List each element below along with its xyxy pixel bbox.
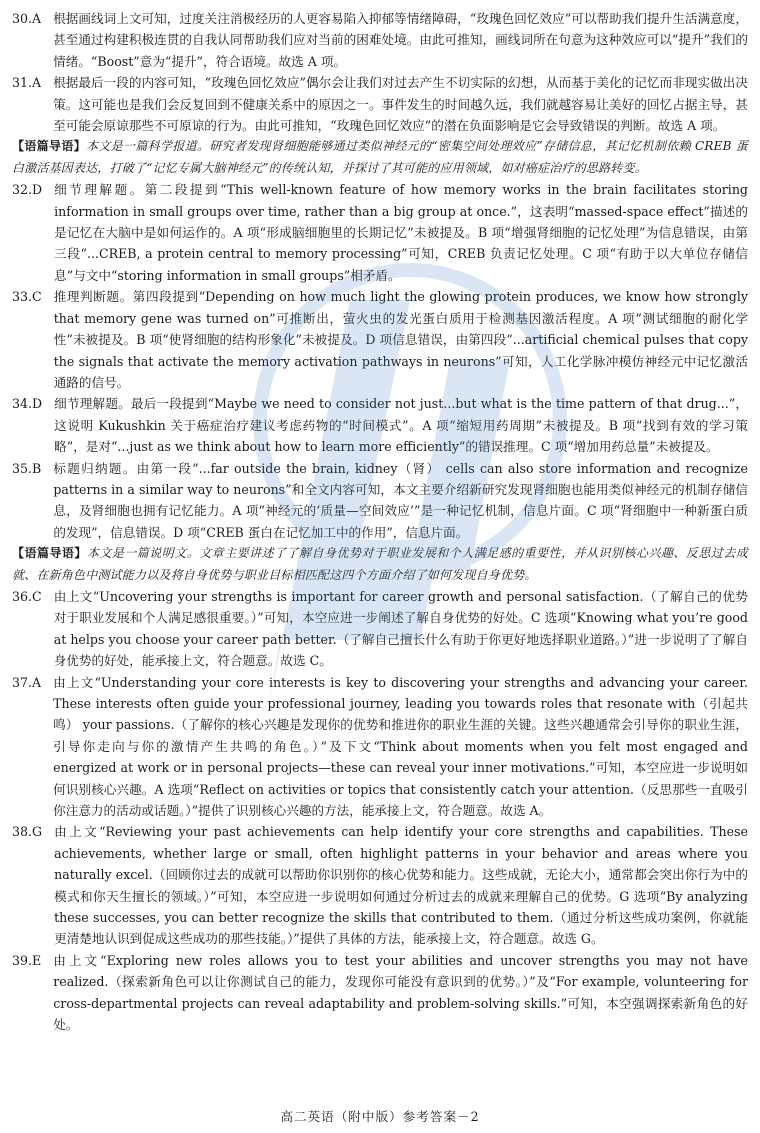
answer-explanation: 由上文“Reviewing your past achievements can help identify your core strengths and capabilities. These achievements, whether large or small, often highlight patterns in your behavior and areas where you naturally excel.（回顾你过去的成就可以帮助你识别你的核心优势和能力。这些成就，无论大小，通常都会突出你行为中的模式和你天生擅长的领域。）”可知，本空应进一步说明如何通过分析过去的成就来理解自己的优势。G 选项“By analyzing these successes, you can better recognize the skills that contributed to them.（通过分析这些成功案例，你就能更清楚地认识到促成这些成功的那些技能。）”提供了具体的方法，能承接上文，符合题意。故选 G。 [54, 824, 748, 947]
answer-item [12, 8, 748, 72]
answer-number: 36.C [12, 588, 42, 604]
answer-item [12, 950, 748, 1036]
answer-explanation: 根据画线词上文可知，过度关注消极经历的人更容易陷入抑郁等情绪障碍，“玫瑰色回忆效应”可以帮助我们提升生活满意度，甚至通过构建积极连贯的自我认同帮助我们应对当前的困难处境。由此可推知，画线词所在句意为这种效应可以“提升”我们的情绪。“Boost”意为“提升”，符合语境。故选 A 项。 [53, 11, 748, 69]
passage-guide-text: 本文是一篇说明文。文章主要讲述了了解自身优势对于职业发展和个人满足感的重要性，并从识别核心兴趣、反思过去成就、在新角色中测试能力以及将自身优势与职业目标相匹配这四个方面介绍了如何发现自身优势。 [12, 546, 749, 582]
answer-explanation: 由上文“Understanding your core interests is key to discovering your strengths and advancing your career. These interests often guide your professional journey, leading you towards roles that resonate with（引起共鸣） your passions.（了解你的核心兴趣是发现你的优势和推进你的职业生涯的关键。这些兴趣通常会引导你的职业生涯，引导你走向与你的激情产生共鸣的角色。）”及下文“Think about moments when you felt most engaged and energized at work or in personal projects—these can reveal your inner motivations.”可知，本空应进一步说明如何识别核心兴趣。A 选项“Reflect on activities or topics that consistently catch your attention.（反思那些一直吸引你注意力的活动或话题。）”提供了识别核心兴趣的方法，能承接上文，符合题意。故选 A。 [53, 674, 748, 819]
answer-item [12, 393, 748, 457]
answer-number: 33.C [12, 289, 42, 305]
answer-item [12, 179, 748, 286]
passage-guide-tag: 【语篇导语】 [12, 139, 86, 154]
answer-explanation: 推理判断题。第四段提到“Depending on how much light the glowing protein produces, we know how strongly that memory gene was turned on”可推断出，萤火虫的发光蛋白质用于检测基因激活程度。A 项“测试细胞的耐化学性”未被提及。B 项“使肾细胞的结构形象化”未被提及。D 项信息错误，由第四段“...artificial chemical pulses that copy the signals that activate the memory activation pathways in neurons”可知，人工化学脉冲模仿神经元中记忆激活通路的信号。 [53, 289, 748, 390]
passage-guide [12, 136, 748, 179]
answer-item [12, 286, 748, 393]
answer-explanation: 由上文“Uncovering your strengths is important for career growth and personal satisfaction.（了解自己的优势对于职业发展和个人满足感很重要。）”可知，本空应进一步阐述了解自身优势的好处。C 选项“Knowing what you’re good at helps you choose your career path better.（了解自己擅长什么有助于你更好地选择职业道路。）”进一步说明了了解自身优势的好处，能承接上文，符合题意。故选 C。 [53, 588, 748, 669]
answer-number: 39.E [12, 952, 42, 968]
answer-number: 37.A [12, 674, 42, 690]
answer-number: 32.D [12, 182, 43, 198]
answer-number: 35.B [12, 460, 42, 476]
passage-guide-tag: 【语篇导语】 [12, 546, 87, 561]
answer-number: 31.A [12, 75, 42, 91]
answer-number: 30.A [12, 11, 42, 26]
answer-explanation: 细节理解题。最后一段提到“Maybe we need to consider not just...but what is the time pattern of that drug...”，这说明 Kukushkin 关于癌症治疗建议考虑药物的“时间模式”。A 项“缩短用药周期”未被提及。B 项“找到有效的学习策略”，是对“...just as we think about how to learn more efficiently”的错误推理。C 项“增加用药总量”未被提及。 [54, 396, 748, 455]
answer-item [12, 672, 748, 822]
passage-guide [12, 543, 748, 586]
answer-item [12, 458, 748, 544]
answer-item [12, 72, 748, 136]
answer-number: 38.G [12, 824, 43, 840]
passage-guide-text: 本文是一篇科学报道。研究者发现肾细胞能够通过类似神经元的“密集空间处理效应”存储信息，其记忆机制依赖 CREB 蛋白激活基因表达，打破了“记忆专属大脑神经元”的传统认知，并探讨了其可能的应用领域，如对癌症治疗的思路转变。 [12, 139, 748, 175]
answer-page [12, 8, 748, 1036]
answer-explanation: 细节理解题。第二段提到“This well-known feature of how memory works in the brain facilitates storing information in small groups over time, rather than a big group at once.”，这表明“massed-space effect”描述的是记忆在大脑中是如何运作的。A 项“形成脑细胞里的长期记忆”未被提及。B 项“增强肾细胞的记忆处理”为信息错误，由第三段“...CREB, a protein central to memory processing”可知，CREB 负责记忆处理。C 项“有助于以大单位存储信息”与文中“storing information in small groups”相矛盾。 [54, 182, 748, 283]
answer-explanation: 根据最后一段的内容可知，“玫瑰色回忆效应”偶尔会让我们对过去产生不切实际的幻想，从而基于美化的记忆而非现实做出决策。这可能也是我们会反复回到不健康关系中的原因之一。事件发生的时间越久远，我们就越容易让美好的回忆占据主导，甚至可能会原谅那些不可原谅的行为。由此可推知，“玫瑰色回忆效应”的潜在负面影响是它会导致错误的判断。故选 A 项。 [53, 75, 748, 134]
answer-explanation: 标题归纳题。由第一段“...far outside the brain, kidney（肾） cells can also store information and recognize patterns in a similar way to neurons”和全文内容可知，本文主要介绍新研究发现肾细胞也能用类似神经元的机制存储信息，及肾细胞也拥有记忆能力。A 项“神经元的‘质量—空间效应’”是一种记忆机制，信息片面。C 项“肾细胞中一种新蛋白质的发现”，信息错误。D 项“CREB 蛋白在记忆加工中的作用”，信息片面。 [53, 460, 748, 540]
answer-explanation: 由上文“Exploring new roles allows you to test your abilities and uncover strengths you may not have realized.（探索新角色可以让你测试自己的能力，发现你可能没有意识到的优势。）”及“For example, volunteering for cross-departmental projects can reveal adaptability and problem-solving skills.”可知，本空强调探索新角色的好处。 [53, 952, 748, 1033]
answer-item [12, 586, 748, 672]
answer-number: 34.D [12, 396, 43, 412]
page-footer: 高二英语（附中版）参考答案－2 [280, 1109, 480, 1124]
answer-item [12, 821, 748, 949]
